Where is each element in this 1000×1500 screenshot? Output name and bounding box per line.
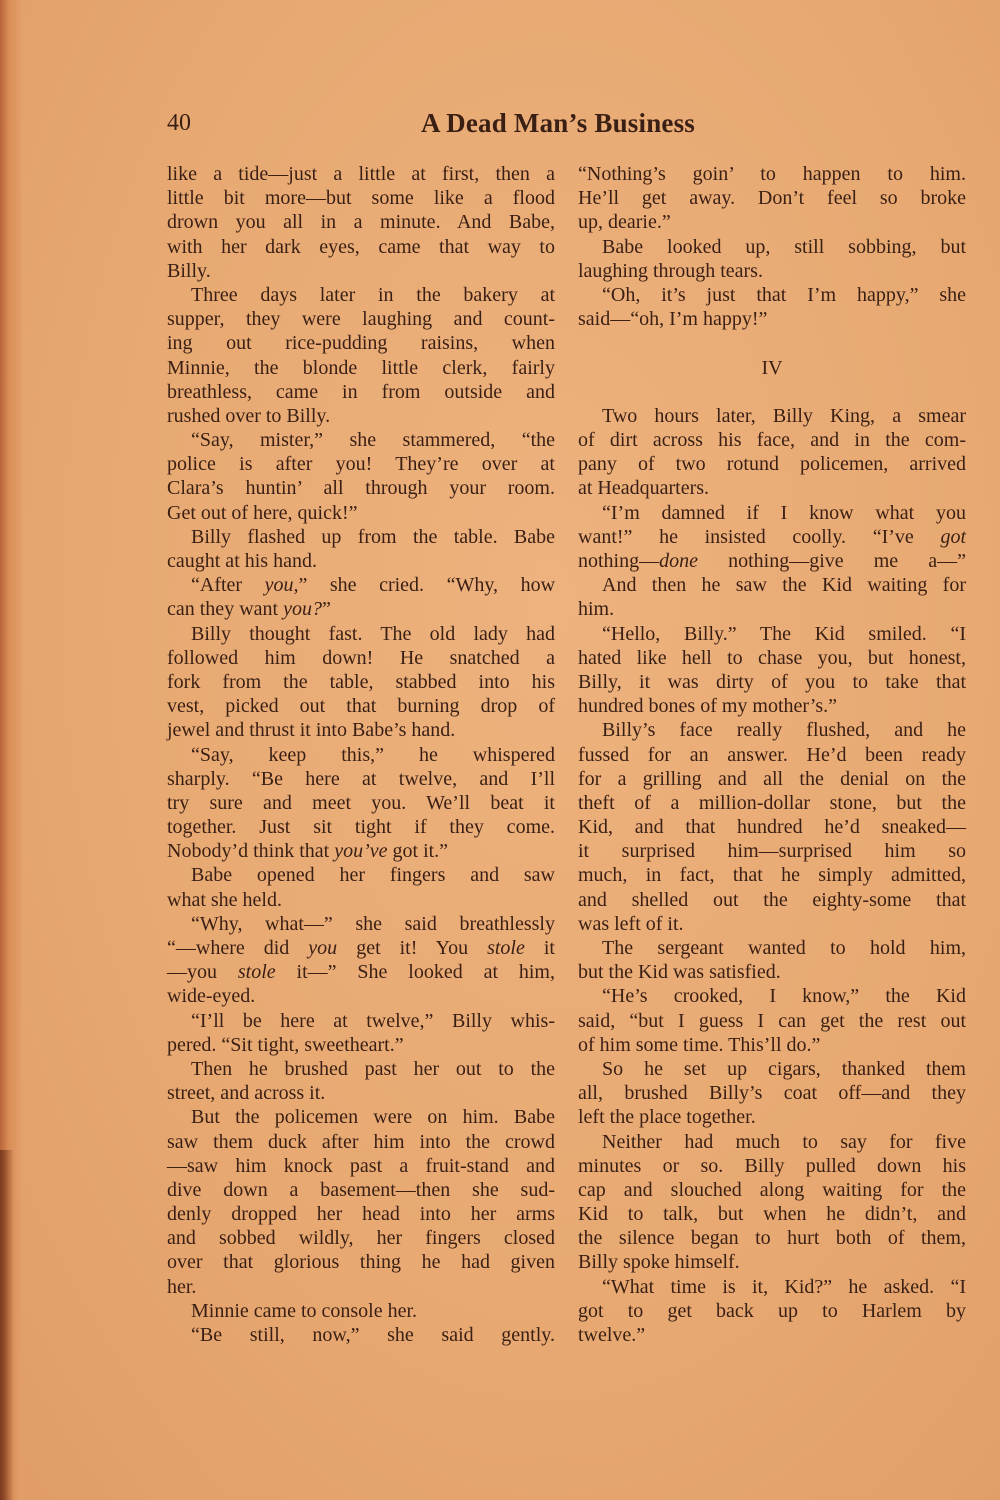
text-line: much, in fact, that he simply admitted, [578,864,966,887]
text-line: left the place together. [578,1106,756,1129]
text-line: minutes or so. Billy pulled down his [578,1154,966,1177]
text-line: fussed for an answer. He’d been ready [578,743,966,766]
italic-emphasis: stole [237,961,276,984]
text-line: jewel and thrust it into Babe’s hand. [167,719,456,742]
text-line: Three days later in the bakery at [191,283,555,306]
text-line: nothing—done nothing—give me a—” [578,550,966,572]
text-line: followed him down! He snatched a [167,646,555,669]
italic-emphasis: you? [283,598,322,621]
text-line: cap and slouched along waiting for the [578,1178,966,1201]
text-line: “Why, what—” she said breathlessly [191,912,555,935]
text-column-right [578,162,966,1347]
text-line: “Be still, now,” she said gently. [191,1324,555,1346]
section-heading: IV [761,356,783,379]
text-line: over that glorious thing he had given [167,1251,555,1274]
text-line: the silence began to hurt both of them, [578,1227,966,1250]
text-line: —saw him knock past a fruit-stand and [167,1154,555,1177]
text-line: saw them duck after him into the crowd [167,1130,555,1153]
running-title: A Dead Man’s Business [421,108,696,138]
text-line: Kid, and that hundred he’d sneaked— [578,816,966,839]
text-line: got to get back up to Harlem by [578,1299,966,1322]
text-line: want!” he insisted coolly. “I’ve got [578,525,966,548]
text-line: of him some time. This’ll do.” [578,1033,821,1056]
text-line: “Hello, Billy.” The Kid smiled. “I [602,622,966,645]
text-line: So he set up cigars, thanked them [602,1057,966,1080]
text-line: but the Kid was satisfied. [578,961,781,984]
text-line: Billy. [167,259,211,282]
text-line: it surprised him—surprised him so [578,840,966,863]
text-line: And then he saw the Kid waiting for [602,574,966,597]
text-line: Minnie came to console her. [191,1299,418,1322]
text-line: Babe opened her fingers and saw [191,864,555,887]
text-line: for a grilling and all the denial on the [578,767,966,790]
text-line: hundred bones of my mother’s.” [578,695,838,718]
text-line: Get out of here, quick!” [167,501,358,524]
blank-line [578,331,966,355]
text-line: Then he brushed past her out to the [191,1057,555,1080]
text-line: vest, picked out that burning drop of [167,695,555,718]
text-line: “I’ll be here at twelve,” Billy whis- [191,1009,555,1032]
text-line: Two hours later, Billy King, a smear [602,404,966,427]
text-column-left [167,162,555,1347]
text-line: caught at his hand. [167,550,317,572]
text-line: street, and across it. [167,1082,326,1105]
italic-emphasis: got [940,525,966,548]
text-line: “Oh, it’s just that I’m happy,” she [602,283,966,306]
text-line: her. [167,1275,197,1298]
text-line: drown you all in a minute. And Babe, [167,211,555,234]
text-line: him. [578,598,615,621]
italic-emphasis: you, [264,574,299,597]
text-line: Billy spoke himself. [578,1251,740,1274]
text-line: “Say, keep this,” he whispered [191,743,555,766]
text-line: sharply. “Be here at twelve, and I’ll [167,767,555,790]
text-line: “After you,” she cried. “Why, how [191,574,556,597]
text-line: rushed over to Billy. [167,404,331,427]
text-line: Billy flashed up from the table. Babe [191,525,555,548]
page-number: 40 [167,110,191,136]
text-line: what she held. [167,888,282,911]
text-line: He’ll get away. Don’t feel so broke [578,187,966,210]
italic-emphasis: done [659,550,699,572]
text-line: Kid to talk, but when he didn’t, and [578,1203,966,1226]
text-line: “—where did you get it! You stole it [167,937,555,959]
text-line: breathless, came in from outside and [167,380,555,403]
page-header [165,108,965,142]
text-line: Billy thought fast. The old lady had [191,622,555,645]
text-line: —you stole it—” She looked at him, [167,961,555,984]
text-line: “What time is it, Kid?” he asked. “I [602,1275,966,1298]
text-line: was left of it. [578,912,684,935]
text-line: theft of a million-dollar stone, but the [578,791,966,814]
text-line: “I’m damned if I know what you [602,501,966,524]
page-edge-stain [0,1150,14,1500]
italic-emphasis: you’ve [334,840,388,863]
text-line: Babe looked up, still sobbing, but [602,235,966,258]
text-line: said—“oh, I’m happy!” [578,308,768,331]
text-line: laughing through tears. [578,259,763,282]
text-line: “He’s crooked, I know,” the Kid [602,985,966,1008]
text-line: try sure and meet you. We’ll beat it [167,791,555,814]
text-line: at Headquarters. [578,477,710,500]
text-line: denly dropped her head into her arms [167,1203,555,1226]
text-line: up, dearie.” [578,211,671,234]
text-line: with her dark eyes, came that way to [167,235,555,258]
text-line: pered. “Sit tight, sweetheart.” [167,1033,404,1056]
text-line: police is after you! They’re over at [167,453,555,476]
text-line: pany of two rotund policemen, arrived [578,453,966,476]
text-line: dive down a basement—then she sud- [167,1178,555,1201]
text-line: can they want you?” [167,598,331,621]
text-line: Minnie, the blonde little clerk, fairly [167,356,555,379]
italic-emphasis: you [308,937,338,959]
text-line: Nobody’d think that you’ve got it.” [167,840,449,863]
text-line: said, “but I guess I can get the rest out [578,1009,966,1032]
text-line: “Say, mister,” she stammered, “the [191,429,555,452]
text-line: ing out rice-pudding raisins, when [167,332,555,355]
italic-emphasis: stole [487,937,525,959]
text-line: Billy, it was dirty of you to take that [578,670,966,693]
blank-line [578,380,966,404]
text-line: hated like hell to chase you, but honest, [578,646,966,669]
text-line: But the policemen were on him. Babe [191,1106,555,1129]
text-line: wide-eyed. [167,985,256,1008]
text-line: Billy’s face really flushed, and he [602,719,966,742]
text-line: little bit more—but some like a flood [167,187,555,210]
text-line: “Nothing’s goin’ to happen to him. [578,163,966,185]
text-line: like a tide—just a little at first, then a [167,163,555,185]
text-line: The sergeant wanted to hold him, [602,937,966,959]
text-line: supper, they were laughing and count- [167,308,555,331]
text-line: together. Just sit tight if they come. [167,816,555,839]
text-line: fork from the table, stabbed into his [167,670,555,693]
text-line: and shelled out the eighty-some that [578,888,966,911]
text-line: of dirt across his face, and in the com- [578,429,966,452]
text-line: Clara’s huntin’ all through your room. [167,477,555,500]
text-line: twelve.” [578,1324,646,1346]
text-line: Neither had much to say for five [602,1130,966,1153]
text-line: and sobbed wildly, her fingers closed [167,1227,555,1250]
text-line: all, brushed Billy’s coat off—and they [578,1082,966,1105]
